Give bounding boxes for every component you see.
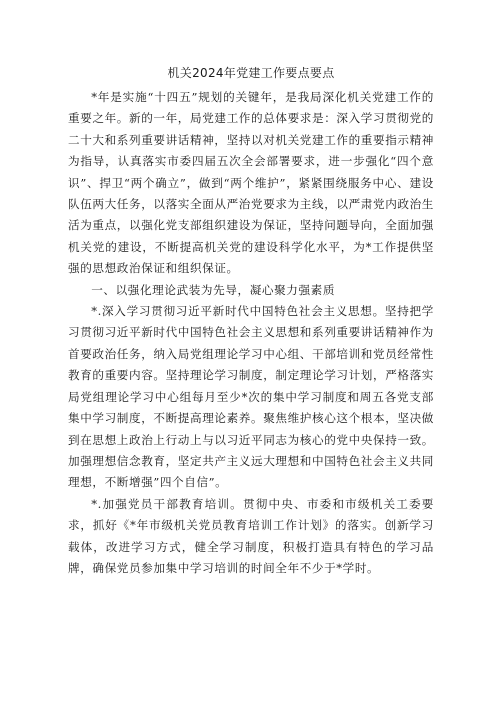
- section-item-1: *.深入学习贯彻习近平新时代中国特色社会主义思想。坚持把学习贯彻习近平新时代中国特色社会主义思想和系列重要讲话精神作为首要政治任务，纳入局党组理论学习中心组、干部培训和党员经常性教育的重要内容。坚持理论学习制度，制定理论学习计划，严格落实局党组理论学习中心组每月至少*次的集中学习制度和周五各党支部集中学习制度，不断提高理论素养。聚焦维护核心这个根本，坚决做到在思想上政治上行动上与以习近平同志为核心的党中央保持一致。加强理想信念教育，坚定共产主义远大理想和中国特色社会主义共同理想，不断增强”四个自信”。: [68, 304, 434, 490]
- intro-paragraph: *年是实施“十四五”规划的关键年，是我局深化机关党建工作的重要之年。新的一年，局党建工作的总体要求是：深入学习贯彻党的二十大和系列重要讲话精神，坚持以对机关党建工作的重要指示精神为指导，认真落实市委四届五次全会部署要求，进一步强化“四个意识”、捍卫“两个确立”，做到“两个维护”，紧紧围绕服务中心、建设队伍两大任务，以落实全面从严治党要求为主线，以严肃党内政治生活为重点，以强化党支部组织建设为保证，坚持问题导向，全面加强机关党的建设，不断提高机关党的建设科学化水平，为*工作提供坚强的思想政治保证和组织保证。: [68, 90, 434, 276]
- section-heading: 一、以强化理论武装为先导，凝心聚力强素质: [91, 282, 336, 297]
- section-item-2: *.加强党员干部教育培训。贯彻中央、市委和市级机关工委要求，抓好《*年市级机关党员教育培训工作计划》的落实。创新学习载体，改进学习方式，健全学习制度，积极打造具有特色的学习品牌，确保党员参加集中学习培训的时间全年不少于*学时。: [68, 496, 434, 575]
- document-title: 机关2024年党建工作要点要点: [167, 66, 335, 80]
